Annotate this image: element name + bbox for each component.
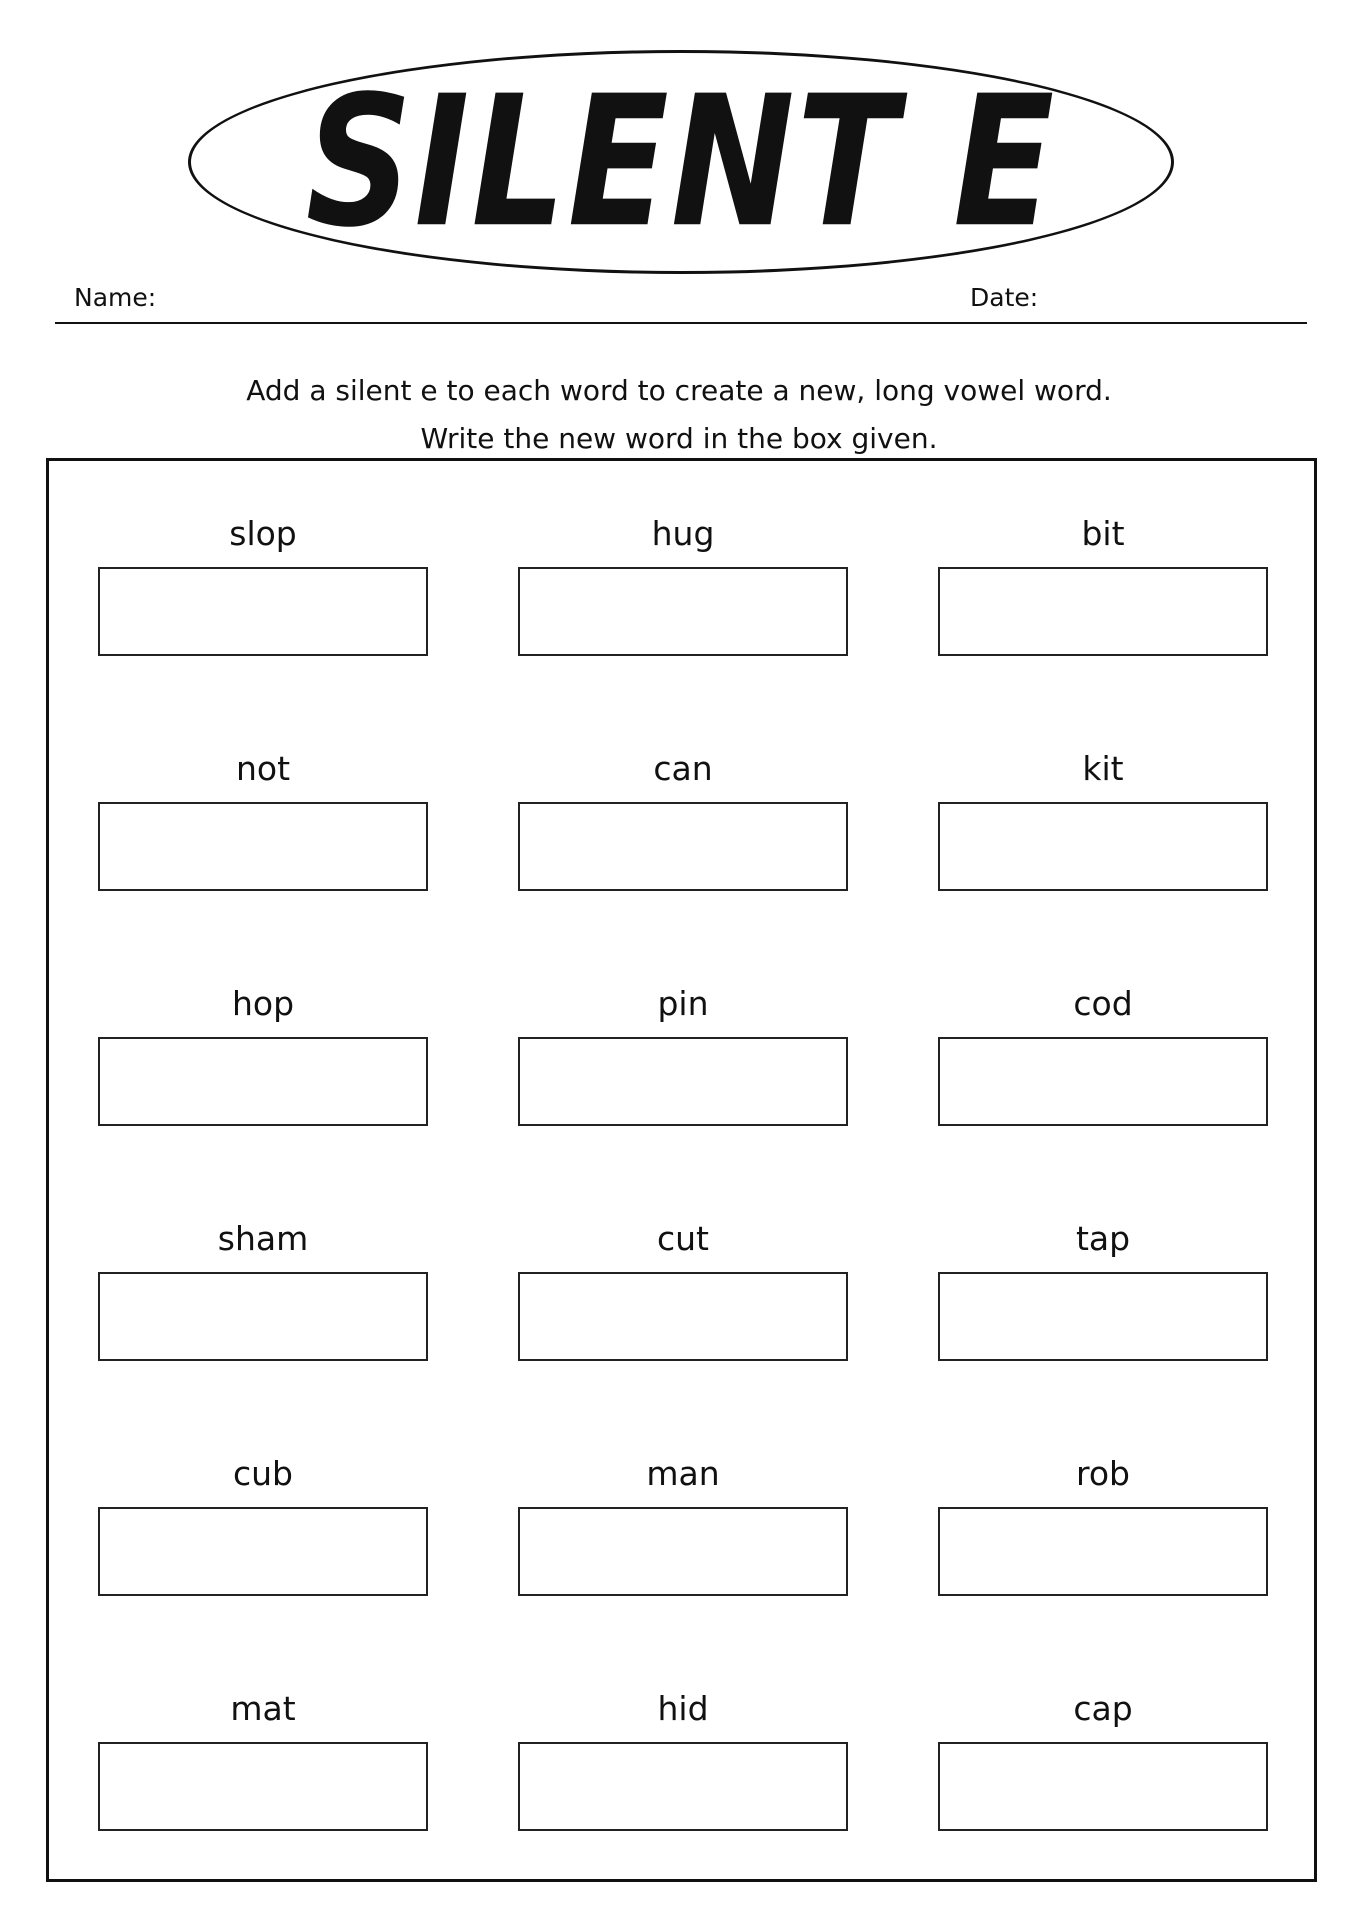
answer-box[interactable] xyxy=(518,567,848,656)
answer-box[interactable] xyxy=(98,567,428,656)
base-word: hug xyxy=(651,514,715,553)
answer-box[interactable] xyxy=(518,1507,848,1596)
instructions xyxy=(0,367,1358,463)
name-date-line[interactable] xyxy=(55,322,1307,324)
answer-box[interactable] xyxy=(938,1507,1268,1596)
base-word: rob xyxy=(1076,1454,1130,1493)
answer-box[interactable] xyxy=(938,1742,1268,1831)
base-word: kit xyxy=(1082,749,1124,788)
answer-box[interactable] xyxy=(938,1272,1268,1361)
answer-box[interactable] xyxy=(98,1037,428,1126)
base-word: cub xyxy=(232,1454,293,1493)
answer-box[interactable] xyxy=(518,1742,848,1831)
base-word: cap xyxy=(1073,1689,1133,1728)
answer-box[interactable] xyxy=(518,802,848,891)
worksheet-title: SILENT E xyxy=(305,57,1057,267)
answer-box[interactable] xyxy=(518,1037,848,1126)
answer-box[interactable] xyxy=(98,1272,428,1361)
base-word: tap xyxy=(1075,1219,1131,1258)
answer-box[interactable] xyxy=(938,567,1268,656)
answer-box[interactable] xyxy=(938,802,1268,891)
base-word: not xyxy=(235,749,291,788)
answer-box[interactable] xyxy=(938,1037,1268,1126)
name-label: Name: xyxy=(74,283,157,312)
base-word: man xyxy=(646,1454,720,1493)
base-word: hid xyxy=(657,1689,709,1728)
answer-box[interactable] xyxy=(98,802,428,891)
instructions-line-1: Add a silent e to each word to create a new, long vowel word. xyxy=(246,374,1112,407)
base-word: can xyxy=(653,749,713,788)
answer-box[interactable] xyxy=(518,1272,848,1361)
base-word: slop xyxy=(229,514,297,553)
base-word: mat xyxy=(230,1689,296,1728)
base-word: hop xyxy=(231,984,295,1023)
date-label: Date: xyxy=(970,283,1039,312)
instructions-line-2: Write the new word in the box given. xyxy=(420,422,938,455)
base-word: sham xyxy=(217,1219,309,1258)
base-word: bit xyxy=(1081,514,1125,553)
answer-box[interactable] xyxy=(98,1742,428,1831)
base-word: cut xyxy=(657,1219,709,1258)
exercise-panel xyxy=(46,458,1317,1882)
base-word: cod xyxy=(1073,984,1133,1023)
base-word: pin xyxy=(657,984,709,1023)
answer-box[interactable] xyxy=(98,1507,428,1596)
